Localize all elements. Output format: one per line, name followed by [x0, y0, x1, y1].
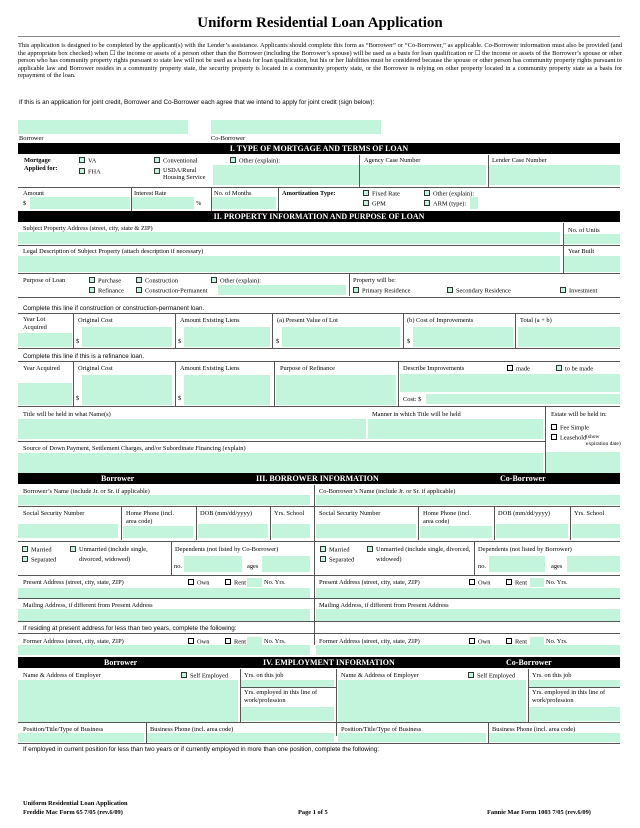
mortgage-applied-label: Mortgage Applied for: [24, 157, 58, 172]
divider [494, 507, 495, 540]
section-iii-header [18, 473, 620, 484]
amortization-type-label: Amortization Type: [282, 190, 336, 197]
gpm-checkbox[interactable] [363, 200, 386, 208]
footer-freddie: Freddie Mac Form 65 7/05 (rev.6/09) [23, 809, 123, 816]
refi-liens-dollar: $ [178, 395, 182, 402]
constr-original-cost-label: Original Cost [78, 317, 113, 324]
divider [18, 187, 620, 188]
purpose-of-loan-label: Purpose of Loan [23, 277, 66, 284]
divider [18, 575, 620, 576]
title-names-field[interactable] [18, 419, 366, 439]
b-yrs-line-label: Yrs. employed in this line of work/profession [244, 689, 318, 704]
b-years-label: No. Yrs. [264, 579, 286, 586]
investment-checkbox[interactable] [560, 287, 597, 295]
manner-title-label: Manner in which Title will be held [372, 411, 461, 418]
divider [18, 722, 620, 723]
section-iv-coborrower: Co-Borrower [506, 658, 552, 667]
c-self-employed-checkbox[interactable] [468, 672, 515, 680]
improvement-cost-label: Cost: $ [403, 396, 422, 403]
other-mortgage-label: Other (explain): [239, 157, 280, 165]
interest-rate-label: Interest Rate [134, 190, 167, 197]
arm-type-field[interactable] [470, 197, 478, 209]
present-value-dollar: $ [276, 338, 280, 345]
refinance-label: Refinance [98, 287, 124, 295]
b-ssn-label: Social Security Number [23, 510, 85, 517]
c-own-checkbox[interactable] [469, 579, 490, 587]
section-iv-header [18, 657, 620, 668]
leasehold-label: Leasehold [560, 434, 587, 442]
c-yrs-job-field[interactable] [529, 680, 620, 687]
c-business-phone-label: Business Phone (incl. area code) [492, 726, 576, 733]
divider [18, 441, 545, 442]
improvement-cost-field[interactable] [426, 394, 620, 404]
less-two-years-note: If residing at present address for less than two years, complete the following: [23, 625, 237, 632]
divider [418, 507, 419, 540]
section-ii-header [18, 211, 620, 222]
fee-simple-label: Fee Simple [560, 424, 589, 432]
b-school-label: Yrs. School [274, 510, 305, 517]
refi-original-cost-field[interactable] [82, 375, 172, 405]
c-ssn-field[interactable] [316, 524, 416, 538]
purchase-label: Purchase [98, 277, 122, 285]
units-field[interactable] [564, 234, 620, 244]
constr-liens-field[interactable] [184, 327, 270, 347]
c-self-employed-label: Self Employed [477, 672, 516, 680]
primary-residence-checkbox[interactable] [353, 287, 410, 295]
c-employer-label: Name & Address of Employer [341, 672, 419, 679]
divider [274, 362, 275, 406]
c-employer-field[interactable] [338, 680, 526, 722]
divider [403, 314, 404, 349]
c-separated-checkbox[interactable] [320, 556, 354, 564]
constr-original-cost-dollar: $ [76, 338, 80, 345]
va-label: VA [88, 157, 97, 165]
b-self-employed-checkbox[interactable] [181, 672, 228, 680]
section-i-header [18, 143, 620, 154]
divider [18, 348, 620, 349]
b-mailing-label: Mailing Address, if different from Present Address [23, 602, 153, 609]
section-iii-coborrower: Co-Borrower [500, 474, 546, 483]
c-married-checkbox[interactable] [320, 546, 350, 554]
section-ii-title: II. PROPERTY INFORMATION AND PURPOSE OF LOAN [213, 212, 425, 221]
b-business-phone-field[interactable] [147, 733, 334, 742]
divider [272, 314, 273, 349]
b-own-checkbox[interactable] [188, 579, 209, 587]
b-employer-field[interactable] [18, 680, 238, 722]
fixed-rate-label: Fixed Rate [372, 190, 400, 198]
to-be-made-label: to be made [565, 365, 594, 373]
year-built-field[interactable] [564, 256, 620, 272]
secondary-residence-label: Secondary Residence [456, 287, 511, 295]
coborrower-name-label: Co-Borrower’s Name (include Jr. or Sr. if applicable) [319, 488, 456, 495]
months-field[interactable] [212, 197, 276, 209]
refi-original-cost-label: Original Cost [78, 365, 113, 372]
column-divider [336, 669, 337, 736]
other-purpose-label: Other (explain): [220, 277, 261, 285]
total-label: Total (a + b) [520, 317, 552, 324]
footer-form-title: Uniform Residential Loan Application [23, 800, 128, 807]
divider [18, 313, 620, 314]
divider [570, 507, 571, 540]
b-employer-label: Name & Address of Employer [23, 672, 101, 679]
interest-rate-field[interactable] [132, 197, 194, 209]
property-address-label: Subject Property Address (street, city, state & ZIP) [23, 225, 153, 232]
b-phone-label: Home Phone (incl. area code) [126, 510, 175, 525]
b-dob-label: DOB (mm/dd/yyyy) [200, 510, 253, 517]
coborrower-name-field[interactable] [316, 495, 620, 505]
b-position-field[interactable] [18, 733, 144, 742]
c-unmarried-label: Unmarried (include single, divorced, widowed) [376, 546, 471, 563]
constr-original-cost-field[interactable] [82, 327, 172, 347]
c-dependents-no-field[interactable] [489, 556, 545, 572]
b-position-label: Position/Title/Type of Business [23, 726, 104, 733]
b-former-address-label: Former Address (street, city, state, ZIP) [23, 638, 124, 645]
divider [18, 297, 620, 298]
refi-original-cost-dollar: $ [76, 395, 80, 402]
va-checkbox[interactable] [79, 157, 96, 165]
c-former-rent-label: Rent [515, 638, 528, 646]
construction-permanent-checkbox[interactable] [136, 287, 207, 295]
b-married-checkbox[interactable] [22, 546, 52, 554]
leasehold-checkbox[interactable] [551, 434, 586, 442]
investment-label: Investment [569, 287, 598, 295]
b-rent-checkbox[interactable] [225, 579, 246, 587]
c-dob-field[interactable] [496, 524, 568, 538]
other-mortgage-field[interactable] [213, 165, 359, 185]
c-yrs-line-label: Yrs. employed in this line of work/profession [532, 689, 606, 704]
b-ssn-field[interactable] [18, 524, 118, 538]
interest-percent: % [196, 200, 202, 207]
year-lot-label: Year Lot Acquired [23, 316, 47, 331]
divider [121, 507, 122, 540]
c-former-years-label: No. Yrs. [546, 638, 568, 645]
c-dependents-label: Dependents (not listed by Borrower) [478, 546, 572, 553]
b-self-employed-label: Self Employed [190, 672, 229, 680]
cost-improvements-field[interactable] [413, 327, 513, 347]
constr-liens-dollar: $ [178, 338, 182, 345]
c-former-address-field[interactable] [316, 645, 620, 655]
divider [18, 621, 620, 622]
made-checkbox[interactable] [507, 365, 530, 373]
units-label: No. of Units [568, 227, 600, 234]
b-separated-checkbox[interactable] [22, 556, 56, 564]
secondary-residence-checkbox[interactable] [447, 287, 511, 295]
amount-label: Amount [23, 190, 44, 197]
title-names-label: Title will be held in what Name(s) [23, 411, 111, 418]
estate-held-label: Estate will be held in: [551, 411, 607, 418]
to-be-made-checkbox[interactable] [556, 365, 593, 373]
section-iii-title: III. BORROWER INFORMATION [256, 474, 379, 483]
amount-field[interactable] [30, 197, 130, 209]
c-own-label: Own [478, 579, 491, 587]
coborrower-signature-label: Co-Borrower [211, 135, 246, 142]
purpose-refinance-label: Purpose of Refinance [280, 365, 336, 372]
property-address-field[interactable] [18, 232, 560, 244]
divider [18, 743, 620, 744]
divider [18, 633, 620, 634]
c-dependents-no: no. [478, 563, 486, 570]
c-years-label: No. Yrs. [546, 579, 568, 586]
refi-liens-field[interactable] [184, 375, 270, 405]
divider [175, 314, 176, 349]
joint-credit-note: If this is an application for joint credit, Borrower and Co-Borrower each agree that we intend to apply for joint credit (sign below): [19, 99, 375, 106]
describe-improvements-field[interactable] [400, 374, 620, 392]
b-dependents-no-field[interactable] [184, 556, 242, 572]
c-mailing-field[interactable] [316, 609, 620, 621]
amount-dollar: $ [23, 200, 27, 207]
b-rent-years-field[interactable] [247, 578, 262, 587]
usda-label: USDA/Rural Housing Service [163, 167, 206, 182]
leasehold-expiration-field[interactable] [546, 452, 620, 473]
c-school-field[interactable] [572, 524, 620, 538]
year-acquired-field[interactable] [18, 383, 72, 405]
b-unmarried-checkbox[interactable] [70, 546, 76, 552]
b-dependents-label: Dependents (not listed by Co-Borrower) [175, 546, 279, 553]
divider [171, 542, 172, 575]
source-label: Source of Down Payment, Settlement Charges, and/or Subordinate Financing (explain) [23, 445, 246, 452]
legal-description-field[interactable] [18, 256, 560, 272]
b-business-phone-label: Business Phone (incl. area code) [150, 726, 234, 733]
construction-checkbox[interactable] [136, 277, 178, 285]
purchase-checkbox[interactable] [89, 277, 121, 285]
b-mailing-field[interactable] [18, 609, 310, 621]
manner-title-field[interactable] [368, 419, 543, 439]
c-separated-label: Separated [329, 556, 355, 564]
usda-checkbox[interactable] [154, 168, 160, 174]
b-former-address-field[interactable] [18, 645, 310, 655]
constr-liens-label: Amount Existing Liens [180, 317, 240, 324]
b-rent-label: Rent [234, 579, 247, 587]
c-yrs-job-label: Yrs. on this job [532, 672, 572, 679]
fixed-rate-checkbox[interactable] [363, 190, 400, 198]
divider [278, 188, 279, 211]
divider [240, 687, 336, 688]
property-will-be-label: Property will be: [353, 277, 396, 284]
primary-residence-label: Primary Residence [362, 287, 411, 295]
c-mailing-label: Mailing Address, if different from Present Address [319, 602, 449, 609]
c-phone-label: Home Phone (incl. area code) [423, 510, 472, 525]
b-unmarried-label: Unmarried (include single, divorced, widowed) [79, 546, 148, 563]
agency-case-label: Agency Case Number [364, 157, 421, 164]
borrower-signature-field[interactable] [18, 120, 188, 134]
b-present-address-label: Present Address (street, city, state, ZIP) [23, 579, 124, 586]
b-former-own-label: Own [197, 638, 210, 646]
c-unmarried-checkbox[interactable] [367, 546, 373, 552]
c-former-address-label: Former Address (street, city, state, ZIP) [319, 638, 420, 645]
construction-label: Construction [145, 277, 179, 285]
b-yrs-job-field[interactable] [241, 680, 334, 687]
c-present-address-field[interactable] [316, 588, 620, 598]
c-ssn-label: Social Security Number [319, 510, 381, 517]
fee-simple-checkbox[interactable] [551, 424, 589, 432]
made-label: made [516, 365, 530, 373]
coborrower-signature-field[interactable] [211, 120, 381, 134]
section-iv-borrower: Borrower [104, 658, 138, 667]
b-separated-label: Separated [31, 556, 57, 564]
borrower-name-field[interactable] [18, 495, 310, 505]
arm-label: ARM (type): [433, 200, 467, 208]
present-value-lot-field[interactable] [282, 327, 400, 347]
cost-improvements-label: (b) Cost of Improvements [407, 317, 474, 324]
divider [73, 362, 74, 406]
divider [474, 542, 475, 575]
divider [18, 361, 620, 362]
b-yrs-job-label: Yrs. on this job [244, 672, 284, 679]
lender-case-label: Lender Case Number [492, 157, 547, 164]
fha-label: FHA [88, 168, 101, 176]
divider [349, 274, 350, 296]
year-acquired-label: Year Acquired [23, 365, 60, 372]
refi-liens-label: Amount Existing Liens [180, 365, 240, 372]
c-position-label: Position/Title/Type of Business [341, 726, 422, 733]
intro-text: This application is designed to be completed by the applicant(s) with the Lender’s assistance. Applicants should complete this form as “Borrower” or “Co-Borrower,” as applicable. Co-Borrower information must also be provided (and the appropriate box checked) when ☐ the income or assets of a person other than the Borrower (including the Borrower’s spouse) will be used as a basis for loan qualification or ☐ the income or assets of the Borrower’s spouse or other person who has community property rights pursuant to state law will not be used as a basis for loan qualification, but his or her liabilities must be considered because the spouse or other person has community property rights pursuant to applicable law and Borrower resides in a community property state, the security property is located in a community property state, or the Borrower is relying on other property located in a community property state as a basis for repayment of the loan. [18, 42, 622, 80]
fha-checkbox[interactable] [79, 168, 101, 176]
divider [175, 362, 176, 406]
divider [196, 507, 197, 540]
other-purpose-checkbox[interactable] [211, 277, 261, 285]
footer-fannie: Fannie Mae Form 1003 7/05 (rev.6/09) [487, 809, 591, 816]
arm-checkbox[interactable] [424, 200, 466, 208]
b-present-address-field[interactable] [18, 588, 310, 598]
c-yrs-line-field[interactable] [529, 707, 620, 721]
c-business-phone-field[interactable] [489, 733, 620, 742]
total-field[interactable] [518, 327, 620, 347]
divider [515, 314, 516, 349]
divider [73, 314, 74, 349]
divider [18, 541, 620, 542]
divider [18, 245, 620, 246]
b-dependents-ages: ages [247, 563, 259, 570]
b-dependents-no: no. [174, 563, 182, 570]
legal-description-label: Legal Description of Subject Property (attach description if necessary) [23, 248, 204, 255]
section-i-title: I. TYPE OF MORTGAGE AND TERMS OF LOAN [229, 144, 409, 153]
agency-case-field[interactable] [360, 165, 486, 185]
divider [18, 598, 620, 599]
divider [270, 507, 271, 540]
c-school-label: Yrs. School [574, 510, 605, 517]
other-mortgage-checkbox[interactable] [230, 157, 280, 165]
b-yrs-line-field[interactable] [241, 707, 334, 721]
year-lot-field[interactable] [18, 333, 72, 347]
divider [398, 362, 399, 406]
b-former-rent-label: Rent [234, 638, 247, 646]
construction-note: Complete this line if construction or construction-permanent loan. [23, 305, 205, 312]
source-field[interactable] [18, 453, 543, 473]
section-iv-title: IV. EMPLOYMENT INFORMATION [263, 658, 395, 667]
conventional-label: Conventional [163, 157, 198, 165]
year-built-label: Year Built [568, 248, 595, 255]
leasehold-note: (show expiration date) [586, 434, 621, 447]
borrower-signature-label: Borrower [19, 135, 44, 142]
b-married-label: Married [31, 546, 52, 554]
purpose-refinance-field[interactable] [276, 375, 396, 405]
b-dob-field[interactable] [198, 524, 268, 538]
borrower-name-label: Borrower’s Name (include Jr. or Sr. if applicable) [23, 488, 150, 495]
c-dob-label: DOB (mm/dd/yyyy) [498, 510, 551, 517]
other-purpose-field[interactable] [218, 285, 346, 295]
c-rent-label: Rent [515, 579, 528, 587]
section-iii-borrower: Borrower [101, 474, 135, 483]
other-amort-label: Other (explain): [433, 190, 474, 198]
construction-permanent-label: Construction-Permanent [145, 287, 208, 295]
divider [18, 406, 620, 407]
gpm-label: GPM [372, 200, 386, 208]
c-phone-field[interactable] [420, 526, 492, 538]
other-amort-checkbox[interactable] [424, 190, 474, 198]
c-rent-checkbox[interactable] [506, 579, 527, 587]
refinance-checkbox[interactable] [89, 287, 124, 295]
b-phone-field[interactable] [123, 526, 193, 538]
divider [528, 687, 620, 688]
page-title: Uniform Residential Loan Application [197, 15, 443, 31]
c-position-field[interactable] [338, 733, 486, 742]
refinance-note: Complete this line if this is a refinance loan. [23, 353, 145, 360]
conventional-checkbox[interactable] [154, 157, 197, 165]
c-married-label: Married [329, 546, 350, 554]
b-own-label: Own [197, 579, 210, 587]
b-school-field[interactable] [272, 524, 310, 538]
c-former-own-label: Own [478, 638, 491, 646]
present-value-lot-label: (a) Present Value of Lot [277, 317, 338, 324]
c-dependents-ages: ages [551, 563, 563, 570]
describe-improvements-label: Describe Improvements [403, 365, 465, 372]
footer-page: Page 1 of 5 [298, 809, 328, 816]
lender-case-field[interactable] [489, 165, 620, 185]
b-dependents-ages-field[interactable] [262, 556, 310, 572]
c-rent-years-field[interactable] [530, 578, 544, 587]
employment-note: If employed in current position for less than two years or if currently employed in more than one position, complete the following: [23, 746, 379, 753]
divider [18, 506, 620, 507]
months-label: No. of Months [214, 190, 252, 197]
b-former-years-label: No. Yrs. [264, 638, 286, 645]
cost-improvements-dollar: $ [407, 338, 411, 345]
title-rule [18, 36, 620, 37]
c-dependents-ages-field[interactable] [567, 556, 620, 572]
divider [18, 273, 620, 274]
c-present-address-label: Present Address (street, city, state, ZIP) [319, 579, 420, 586]
